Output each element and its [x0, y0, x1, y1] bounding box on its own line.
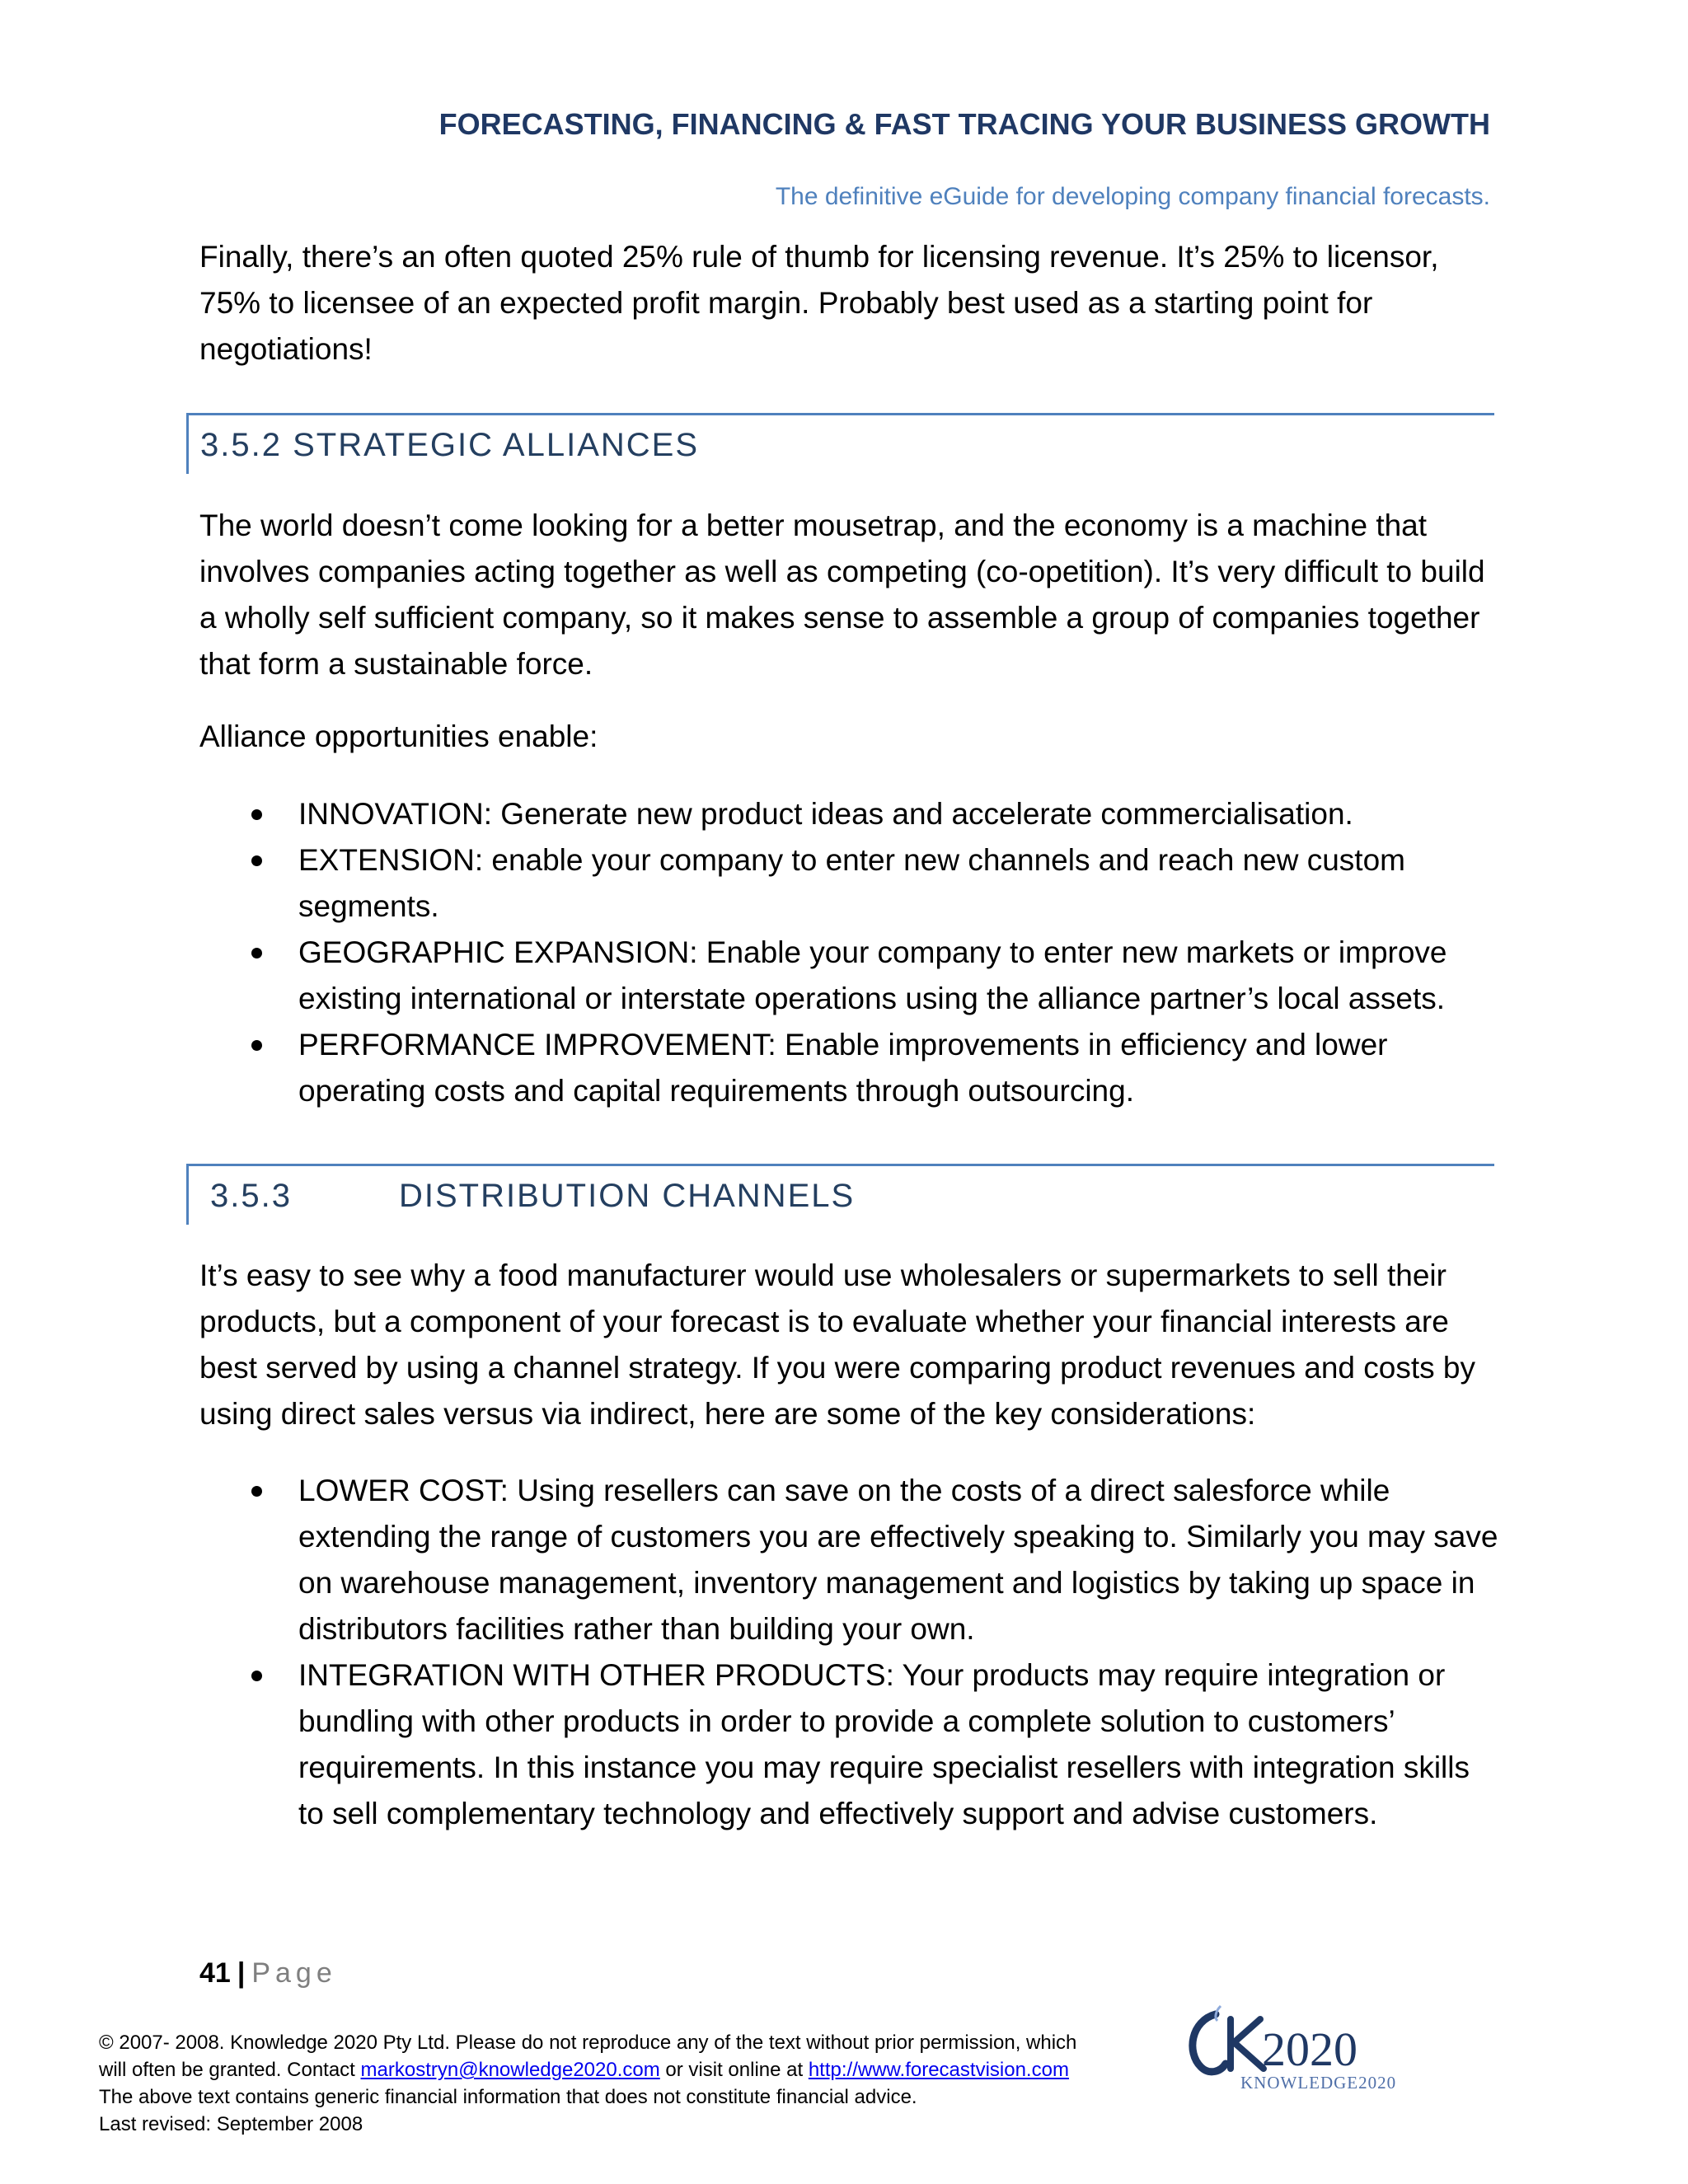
list-item-text: GEOGRAPHIC EXPANSION: Enable your company to enter new markets or improve existing international or interstate operations using the alliance partner’s local assets.	[298, 935, 1447, 1015]
knowledge2020-logo	[1183, 2003, 1430, 2093]
bullet-icon	[251, 1040, 262, 1051]
website-link[interactable]: http://www.forecastvision.com	[808, 2059, 1069, 2081]
section-number: 3.5.3	[210, 1178, 292, 1214]
footer-line: The above text contains generic financial information that does not constitute financial advice.	[99, 2086, 917, 2108]
distribution-channels-paragraph: It’s easy to see why a food manufacturer would use wholesalers or supermarkets to sell their products, but a component of your forecast is to evaluate whether your financial interests are best served by using a channel strategy. If you were comparing product revenues and costs by using direct sales versus via indirect, here are some of the key considerations:	[199, 1258, 1476, 1431]
list-item	[199, 930, 1502, 1022]
list-item-text: EXTENSION: enable your company to enter new channels and reach new custom segments.	[298, 843, 1405, 923]
alliance-bullet-list	[199, 791, 1502, 1114]
page-number	[199, 1957, 337, 1990]
section-heading-text: 3.5.2 STRATEGIC ALLIANCES	[200, 427, 700, 463]
footer-text: or visit online at	[659, 2059, 809, 2081]
list-item-text: INTEGRATION WITH OTHER PRODUCTS: Your products may require integration or bundling with other products in order to provide a complete solution to customers’ requirements. In this instance you may require specialist resellers with integration skills to sell complementary technology and effectively support and advise customers.	[298, 1658, 1470, 1830]
footer-line	[99, 2056, 1170, 2083]
list-item	[199, 837, 1502, 930]
list-item	[199, 1022, 1502, 1114]
email-link[interactable]: markostryn@knowledge2020.com	[360, 2059, 660, 2081]
document-title: FORECASTING, FINANCING & FAST TRACING YOUR BUSINESS GROWTH	[438, 107, 1490, 141]
distribution-bullet-list	[199, 1468, 1502, 1837]
strategic-alliances-paragraph: The world doesn’t come looking for a better mousetrap, and the economy is a machine that involves companies acting together as well as competing (co-opetition). It’s very difficult to build a wholly self sufficient company, so it makes sense to assemble a group of companies together that form a sustainable force.	[199, 509, 1485, 681]
document-subtitle: The definitive eGuide for developing company financial forecasts.	[775, 183, 1490, 210]
bullet-icon	[251, 1486, 262, 1497]
bullet-icon	[251, 948, 262, 958]
list-item-text: INNOVATION: Generate new product ideas and accelerate commercialisation.	[298, 797, 1353, 831]
logo-2020-text: 2020	[1262, 2022, 1357, 2076]
logo-knowledge-text: KNOWLEDGE2020	[1240, 2073, 1397, 2093]
bullet-icon	[251, 1671, 262, 1681]
footer-line: © 2007- 2008. Knowledge 2020 Pty Ltd. Please do not reproduce any of the text without prior permission, which	[99, 2032, 1077, 2054]
list-item-text: PERFORMANCE IMPROVEMENT: Enable improvements in efficiency and lower operating costs and capital requirements through outsourcing.	[298, 1028, 1388, 1108]
section-heading-distribution-channels	[186, 1164, 1494, 1225]
bullet-icon	[251, 809, 262, 820]
page-number-separator: |	[237, 1957, 246, 1989]
intro-paragraph: Finally, there’s an often quoted 25% rule of thumb for licensing revenue. It’s 25% to licensor, 75% to licensee of an expected profit margin. Probably best used as a starting point for negotiations!	[199, 240, 1439, 366]
page-number-value: 41	[199, 1957, 231, 1989]
section-title: DISTRIBUTION CHANNELS	[399, 1178, 856, 1214]
bullet-icon	[251, 855, 262, 866]
list-item	[199, 1652, 1502, 1837]
section-heading-strategic-alliances	[186, 413, 1494, 474]
copyright-footer	[99, 2029, 1170, 2138]
footer-line: Last revised: September 2008	[99, 2113, 363, 2135]
list-item	[199, 791, 1502, 837]
list-item-text: LOWER COST: Using resellers can save on the costs of a direct salesforce while extending the range of customers you are effectively speaking to. Similarly you may save on warehouse management, inventory management and logistics by taking up space in distributors facilities rather than building your own.	[298, 1474, 1498, 1646]
footer-text: will often be granted. Contact	[99, 2059, 361, 2081]
page-label: Page	[251, 1957, 337, 1989]
list-item	[199, 1468, 1502, 1652]
alliance-lead-text: Alliance opportunities enable:	[199, 719, 598, 753]
